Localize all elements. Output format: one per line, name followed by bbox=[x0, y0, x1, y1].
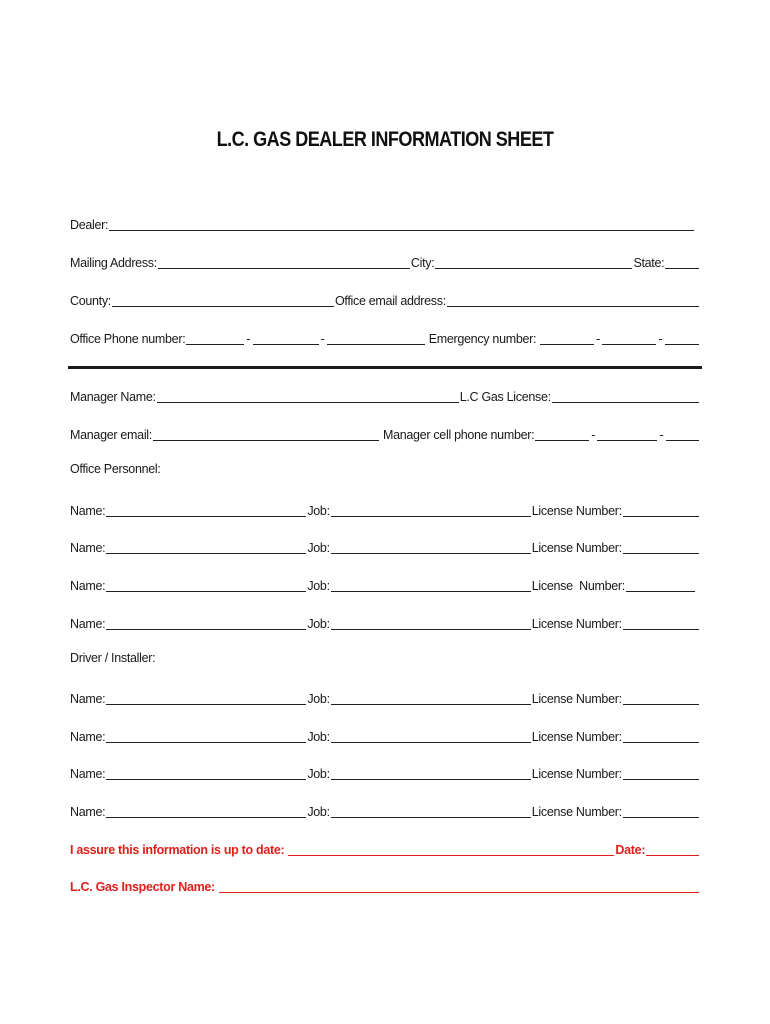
name-field[interactable] bbox=[106, 540, 306, 554]
lc-gas-license-label: L.C Gas License: bbox=[459, 390, 551, 404]
license-number-label: License Number: bbox=[531, 767, 622, 781]
job-label: Job: bbox=[307, 805, 330, 819]
manager-cell-line-field[interactable] bbox=[666, 427, 699, 441]
license-number-label: License Number: bbox=[531, 579, 625, 593]
mailing-address-label: Mailing Address: bbox=[70, 256, 157, 270]
emergency-prefix-field[interactable] bbox=[602, 331, 656, 345]
name-field[interactable] bbox=[106, 616, 306, 630]
state-field[interactable] bbox=[665, 255, 699, 269]
emergency-number-label: Emergency number: bbox=[428, 332, 537, 346]
phone-separator: - bbox=[591, 428, 596, 442]
name-field[interactable] bbox=[106, 578, 306, 592]
job-field[interactable] bbox=[331, 691, 531, 705]
personnel-row bbox=[70, 500, 700, 518]
manager-cell-label: Manager cell phone number: bbox=[382, 428, 535, 442]
dealer-row bbox=[70, 214, 700, 232]
license-number-label: License Number: bbox=[531, 541, 622, 555]
assurance-row bbox=[70, 839, 700, 857]
dealer-label: Dealer: bbox=[70, 218, 109, 232]
state-label: State: bbox=[633, 256, 665, 270]
mailing-address-field[interactable] bbox=[158, 255, 410, 269]
license-number-label: License Number: bbox=[531, 617, 622, 631]
job-label: Job: bbox=[307, 692, 330, 706]
phone-separator: - bbox=[596, 332, 601, 346]
license-number-field[interactable] bbox=[623, 691, 699, 705]
license-number-label: License Number: bbox=[531, 730, 622, 744]
office-phone-prefix-field[interactable] bbox=[253, 331, 319, 345]
name-label: Name: bbox=[70, 579, 106, 593]
phone-separator: - bbox=[658, 332, 663, 346]
job-label: Job: bbox=[307, 730, 330, 744]
job-field[interactable] bbox=[331, 766, 531, 780]
manager-email-field[interactable] bbox=[153, 427, 379, 441]
phone-row bbox=[70, 328, 700, 346]
job-label: Job: bbox=[307, 579, 330, 593]
mailing-address-row bbox=[70, 252, 700, 270]
name-label: Name: bbox=[70, 617, 106, 631]
phone-separator: - bbox=[659, 428, 664, 442]
county-row bbox=[70, 290, 700, 308]
manager-cell-area-field[interactable] bbox=[535, 427, 589, 441]
manager-name-label: Manager Name: bbox=[70, 390, 156, 404]
manager-email-row bbox=[70, 424, 700, 442]
county-label: County: bbox=[70, 294, 111, 308]
driver-row bbox=[70, 801, 700, 819]
date-label: Date: bbox=[615, 843, 646, 857]
license-number-label: License Number: bbox=[531, 805, 622, 819]
name-field[interactable] bbox=[106, 729, 306, 743]
emergency-area-field[interactable] bbox=[540, 331, 594, 345]
name-label: Name: bbox=[70, 805, 106, 819]
job-label: Job: bbox=[307, 541, 330, 555]
phone-separator: - bbox=[246, 332, 251, 346]
phone-separator: - bbox=[320, 332, 325, 346]
section-divider bbox=[68, 366, 702, 369]
inspector-name-label: L.C. Gas Inspector Name: bbox=[70, 880, 215, 894]
job-label: Job: bbox=[307, 504, 330, 518]
name-field[interactable] bbox=[106, 503, 306, 517]
job-field[interactable] bbox=[331, 540, 531, 554]
page-title: L.C. GAS DEALER INFORMATION SHEET bbox=[216, 128, 554, 151]
date-field[interactable] bbox=[646, 842, 699, 856]
city-field[interactable] bbox=[435, 255, 632, 269]
driver-row bbox=[70, 688, 700, 706]
office-email-label: Office email address: bbox=[334, 294, 446, 308]
name-field[interactable] bbox=[106, 804, 306, 818]
name-label: Name: bbox=[70, 504, 106, 518]
manager-name-field[interactable] bbox=[157, 389, 459, 403]
personnel-row bbox=[70, 613, 700, 631]
inspector-row bbox=[70, 876, 700, 894]
name-field[interactable] bbox=[106, 691, 306, 705]
license-number-field[interactable] bbox=[623, 616, 699, 630]
personnel-row bbox=[70, 537, 700, 555]
job-field[interactable] bbox=[331, 804, 531, 818]
job-label: Job: bbox=[307, 617, 330, 631]
name-label: Name: bbox=[70, 692, 106, 706]
license-number-field[interactable] bbox=[623, 804, 699, 818]
manager-email-label: Manager email: bbox=[70, 428, 152, 442]
driver-row bbox=[70, 763, 700, 781]
office-email-field[interactable] bbox=[447, 293, 699, 307]
emergency-line-field[interactable] bbox=[665, 331, 699, 345]
job-field[interactable] bbox=[331, 578, 531, 592]
job-field[interactable] bbox=[331, 503, 531, 517]
assurance-signature-field[interactable] bbox=[288, 842, 614, 856]
license-number-field[interactable] bbox=[623, 766, 699, 780]
name-label: Name: bbox=[70, 730, 106, 744]
personnel-row bbox=[70, 575, 700, 593]
license-number-field[interactable] bbox=[623, 503, 699, 517]
city-label: City: bbox=[410, 256, 435, 270]
county-field[interactable] bbox=[112, 293, 334, 307]
assurance-statement: I assure this information is up to date: bbox=[70, 843, 285, 857]
dealer-field[interactable] bbox=[109, 217, 694, 231]
name-label: Name: bbox=[70, 541, 106, 555]
license-number-field[interactable] bbox=[623, 729, 699, 743]
job-field[interactable] bbox=[331, 616, 531, 630]
job-field[interactable] bbox=[331, 729, 531, 743]
manager-name-row bbox=[70, 386, 700, 404]
license-number-label: License Number: bbox=[531, 504, 622, 518]
office-phone-area-field[interactable] bbox=[186, 331, 244, 345]
lc-gas-license-field[interactable] bbox=[552, 389, 699, 403]
inspector-name-field[interactable] bbox=[219, 879, 699, 893]
office-phone-line-field[interactable] bbox=[327, 331, 425, 345]
license-number-label: License Number: bbox=[531, 692, 622, 706]
manager-cell-prefix-field[interactable] bbox=[597, 427, 657, 441]
job-label: Job: bbox=[307, 767, 330, 781]
office-personnel-heading: Office Personnel: bbox=[70, 462, 161, 476]
name-field[interactable] bbox=[106, 766, 306, 780]
name-label: Name: bbox=[70, 767, 106, 781]
driver-installer-heading: Driver / Installer: bbox=[70, 651, 156, 665]
license-number-field[interactable] bbox=[626, 578, 695, 592]
license-number-field[interactable] bbox=[623, 540, 699, 554]
driver-row bbox=[70, 726, 700, 744]
office-phone-label: Office Phone number: bbox=[70, 332, 186, 346]
